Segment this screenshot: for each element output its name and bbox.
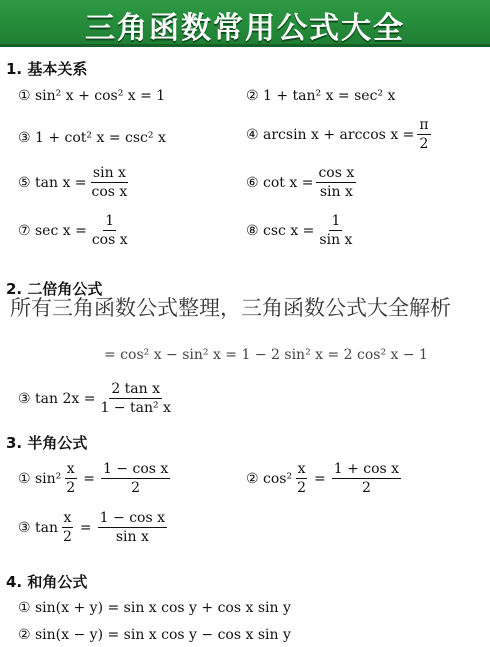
formula-basic-3: ③ 1 + cot² x = csc² x — [18, 130, 166, 146]
denominator: sin x — [115, 529, 149, 545]
numerator: 1 − cos x — [99, 510, 165, 526]
numerator: x — [63, 510, 72, 526]
fraction — [295, 462, 308, 495]
formula-basic-7-lhs: ⑦ sec x = — [18, 222, 87, 239]
formula-sum-1: ① sin(x + y) = sin x cos y + cos x sin y — [18, 600, 291, 616]
formula-basic-6-lhs: ⑥ cot x = — [246, 174, 314, 191]
formula-basic-2: ② 1 + tan² x = sec² x — [246, 88, 396, 104]
numerator: 1 − cos x — [102, 461, 169, 477]
denominator: cos x — [91, 184, 128, 200]
equals-sign: = — [314, 470, 326, 487]
fraction — [417, 118, 430, 151]
denominator: 2 — [66, 480, 76, 496]
formula-basic-4 — [246, 118, 434, 151]
fraction — [332, 462, 401, 495]
equals-sign: = — [79, 519, 92, 536]
formula-basic-5 — [18, 166, 132, 199]
numerator: 2 tan x — [111, 381, 161, 397]
page-title: 三角函数常用公式大全 — [85, 11, 405, 46]
numerator: x — [66, 461, 75, 477]
numerator: x — [297, 461, 306, 477]
section-heading-half-angle: 3. 半角公式 — [6, 434, 88, 452]
overlay-caption: 所有三角函数公式整理，三角函数公式大全解析 — [10, 296, 451, 320]
formula-basic-5-lhs: ⑤ tan x = — [18, 174, 87, 191]
formula-half-1-lhs: ① sin² — [18, 470, 62, 487]
section-heading-double-angle: 2. 二倍角公式 — [6, 280, 103, 298]
denominator: sin x — [319, 184, 353, 200]
fraction — [98, 382, 173, 415]
formula-half-1 — [18, 462, 173, 495]
numerator: π — [419, 117, 429, 133]
section-heading-sum-angle: 4. 和角公式 — [6, 573, 88, 591]
fraction — [316, 166, 356, 199]
denominator: 2 — [361, 480, 371, 496]
formula-half-2-lhs: ② cos² — [246, 470, 293, 487]
formula-basic-8-lhs: ⑧ csc x = — [246, 222, 315, 239]
numerator: 1 + cos x — [333, 461, 400, 477]
fraction — [101, 462, 170, 495]
denominator: cos x — [91, 232, 128, 248]
fraction — [317, 214, 354, 247]
formula-basic-7 — [18, 214, 133, 247]
numerator: sin x — [92, 165, 126, 181]
formula-double-1: = cos² x − sin² x = 1 − 2 sin² x = 2 cos² x − 1 — [104, 347, 428, 363]
formula-basic-1: ① sin² x + cos² x = 1 — [18, 88, 166, 104]
denominator: 2 — [419, 136, 429, 152]
section-heading-basic: 1. 基本关系 — [6, 60, 88, 78]
fraction — [64, 462, 77, 495]
numerator: 1 — [105, 213, 115, 229]
formula-double-3-lhs: ③ tan 2x = — [18, 390, 96, 407]
fraction — [90, 166, 130, 199]
fraction — [90, 214, 130, 247]
formula-half-3 — [18, 511, 170, 544]
denominator: sin x — [319, 232, 353, 248]
numerator: 1 — [331, 213, 341, 229]
formula-double-3 — [18, 382, 176, 415]
formula-half-2 — [246, 462, 404, 495]
formula-half-3-lhs: ③ tan — [18, 519, 58, 536]
formula-basic-6 — [246, 166, 359, 199]
equals-sign: = — [83, 470, 95, 487]
denominator: 2 — [297, 480, 306, 496]
formula-basic-4-lhs: ④ arcsin x + arccos x = — [246, 126, 415, 143]
formula-basic-8 — [246, 214, 357, 247]
denominator: 2 — [131, 480, 141, 496]
fraction — [98, 511, 167, 544]
formula-sum-2: ② sin(x − y) = sin x cos y − cos x sin y — [18, 627, 291, 643]
denominator: 1 − tan² x — [100, 400, 171, 416]
numerator: cos x — [318, 165, 355, 181]
denominator: 2 — [63, 529, 72, 545]
fraction — [61, 511, 74, 544]
title-banner — [0, 0, 490, 47]
